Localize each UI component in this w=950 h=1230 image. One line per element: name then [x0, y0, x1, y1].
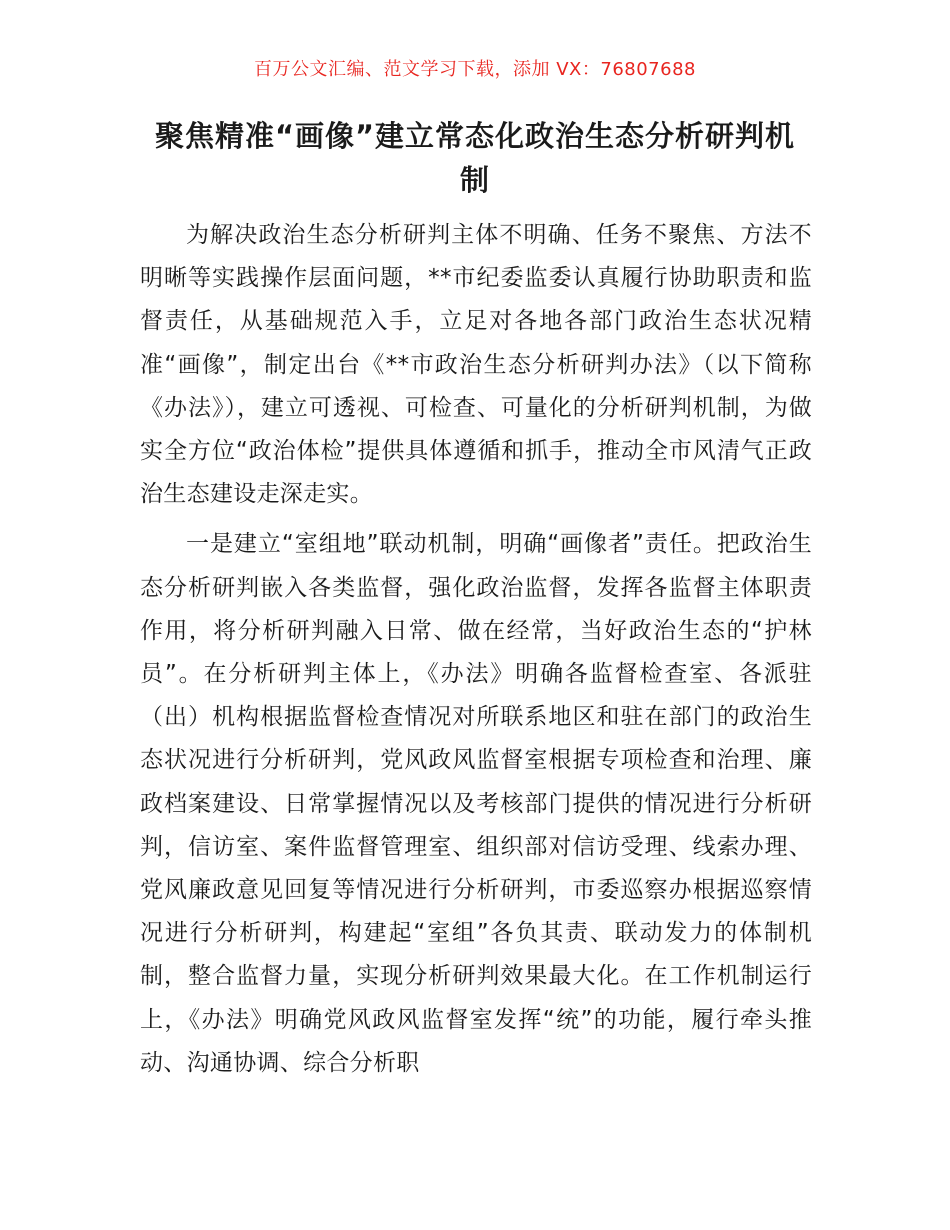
paragraph-intro: 为解决政治生态分析研判主体不明确、任务不聚焦、方法不明晰等实践操作层面问题，**市纪委监委认真履行协助职责和监督责任，从基础规范入手，立足对各地各部门政治生态状况精准“画像”，制定出台《**市政治生态分析研判办法》（以下简称《办法》），建立可透视、可检查、可量化的分析研判机制，为做实全方位“政治体检”提供具体遵循和抓手，推动全市风清气正政治生态建设走深走实。	[140, 222, 812, 508]
document-body	[140, 214, 812, 1085]
paragraph-point-one: 一是建立“室组地”联动机制，明确“画像者”责任。把政治生态分析研判嵌入各类监督，强化政治监督，发挥各监督主体职责作用，将分析研判融入日常、做在经常，当好政治生态的“护林员”。在分析研判主体上，《办法》明确各监督检查室、各派驻（出）机构根据监督检查情况对所联系地区和驻在部门的政治生态状况进行分析研判，党风政风监督室根据专项检查和治理、廉政档案建设、日常掌握情况以及考核部门提供的情况进行分析研判，信访室、案件监督管理室、组织部对信访受理、线索办理、党风廉政意见回复等情况进行分析研判，市委巡察办根据巡察情况进行分析研判，构建起“室组”各负其责、联动发力的体制机制，整合监督力量，实现分析研判效果最大化。在工作机制运行上，《办法》明确党风政风监督室发挥“统”的功能，履行牵头推动、沟通协调、综合分析职	[140, 531, 812, 1076]
document-title: 聚焦精准“画像”建立常态化政治生态分析研判机制	[154, 119, 796, 197]
header-note: 百万公文汇编、范文学习下载，添加 VX：76807688	[254, 59, 696, 80]
